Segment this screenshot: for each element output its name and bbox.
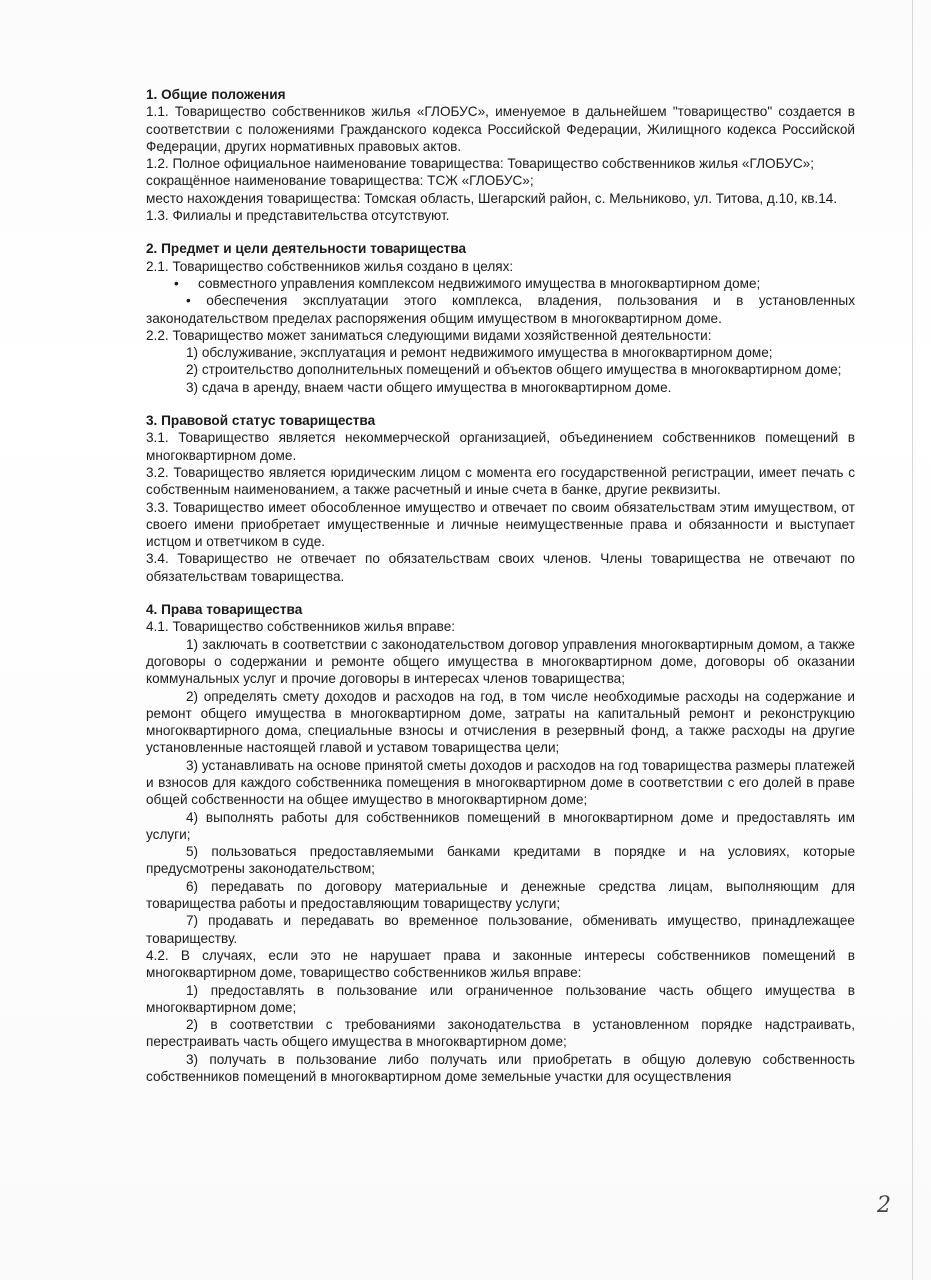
bullet-icon: • <box>186 293 191 309</box>
activity-item-1: 1) обслуживание, эксплуатация и ремонт недвижимого имущества в многоквартирном доме; <box>186 345 773 361</box>
conditional-right-item-3: 3) получать в пользование либо получать или приобретать в общую долевую собственность собственников помещений в многоквартирном доме земельные участки для осуществления <box>146 1051 855 1085</box>
paragraph-location: место нахождения товарищества: Томская область, Шегарский район, с. Мельниково, ул. Титова, д.10, кв.14. <box>146 190 838 206</box>
paragraph-3-3: 3.3. Товарищество имеет обособленное имущество и отвечает по своим обязательствам этим имуществом, от своего имени приобретает имущественные и личные неимущественные права и обязанности и выступает истцом и ответчиком в суде. <box>146 499 855 550</box>
section-3-heading: 3. Правовой статус товарищества <box>146 413 376 429</box>
spacer <box>146 585 855 601</box>
section-1-heading: 1. Общие положения <box>146 87 286 102</box>
section-4-heading: 4. Права товарищества <box>146 602 303 618</box>
spacer <box>146 396 855 412</box>
spacer <box>146 224 855 240</box>
right-item-6: 6) передавать по договору материальные и денежные средства лицам, выполняющим для товарищества работы и предоставляющим товариществу услуги; <box>146 878 855 912</box>
paragraph-2-2: 2.2. Товарищество может заниматься следующими видами хозяйственной деятельности: <box>146 327 712 343</box>
right-item-5: 5) пользоваться предоставляемыми банками кредитами в порядке и на условиях, которые предусмотрены законодательством; <box>146 844 855 877</box>
right-item-2: 2) определять смету доходов и расходов на год, в том числе необходимые расходы на содержание и ремонт общего имущества в многоквартирном доме, затраты на капитальный ремонт и реконструкцию многоквартирного дома, специальные взносы и отчисления в резервный фонд, а также расходы на другие установленные настоящей главой и уставом товарищества цели; <box>146 688 855 756</box>
paragraph-1-3: 1.3. Филиалы и представительства отсутствуют. <box>146 208 450 224</box>
document-body <box>146 86 855 1085</box>
paragraph-4-2: 4.2. В случаях, если это не нарушает права и законные интересы собственников помещений в многоквартирном доме, товарищество собственников жилья вправе: <box>146 947 855 981</box>
paragraph-2-1: 2.1. Товарищество собственников жилья создано в целях: <box>146 258 514 274</box>
bullet-item-2 <box>146 292 855 327</box>
right-item-7: 7) продавать и передавать во временное пользование, обменивать имущество, принадлежащее товариществу. <box>146 913 855 946</box>
paragraph-3-4: 3.4. Товарищество не отвечает по обязательствам своих членов. Члены товарищества не отвечают по обязательствам товарищества. <box>146 551 855 584</box>
paragraph-1-2: 1.2. Полное официальное наименование товарищества: Товарищество собственников жилья «ГЛОБУС»; <box>146 156 814 172</box>
paragraph-3-2: 3.2. Товарищество является юридическим лицом с момента его государственной регистрации, имеет печать с собственным наименованием, а также расчетный и иные счета в банке, другие реквизиты. <box>146 464 855 498</box>
bullet-text-2: обеспечения эксплуатации этого комплекса, владения, пользования и в установленных законодательством пределах распоряжения общим имуществом в многоквартирном доме. <box>146 293 856 326</box>
paragraph-1-1: 1.1. Товарищество собственников жилья «ГЛОБУС», именуемое в дальнейшем "товарищество" создается в соответствии с положениями Гражданского кодекса Российской Федерации, Жилищного кодекса Российской Федерации, других нормативных правовых актов. <box>146 104 855 154</box>
page-number: 2 <box>877 1193 891 1218</box>
activity-item-2: 2) строительство дополнительных помещений и объектов общего имущества в многоквартирном доме; <box>186 362 842 378</box>
conditional-right-item-2: 2) в соответствии с требованиями законодательства в установленном порядке надстраивать, перестраивать часть общего имущества в многоквартирном доме; <box>146 1017 855 1050</box>
activity-item-3: 3) сдача в аренду, внаем части общего имущества в многоквартирном доме. <box>186 379 672 395</box>
paragraph-4-1: 4.1. Товарищество собственников жилья вправе: <box>146 619 456 635</box>
paragraph-short-name: сокращённое наименование товарищества: ТСЖ «ГЛОБУС»; <box>146 173 534 189</box>
right-item-3: 3) устанавливать на основе принятой сметы доходов и расходов на год товарищества размеры платежей и взносов для каждого собственника помещения в многоквартирном доме в соответствии с его долей в праве общей собственности на общее имущество в многоквартирном доме; <box>146 757 855 808</box>
bullet-item-1 <box>146 275 855 292</box>
conditional-right-item-1: 1) предоставлять в пользование или ограниченное пользование часть общего имущества в многоквартирном доме; <box>146 982 855 1015</box>
paragraph-3-1: 3.1. Товарищество является некоммерческой организацией, объединением собственников помещений в многоквартирном доме. <box>146 430 855 463</box>
bullet-text-1: совместного управления комплексом недвижимого имущества в многоквартирном доме; <box>198 275 761 291</box>
section-2-heading: 2. Предмет и цели деятельности товарищества <box>146 241 467 257</box>
right-item-4: 4) выполнять работы для собственников помещений в многоквартирном доме и предоставлять им услуги; <box>146 809 855 842</box>
bullet-icon: • <box>174 275 179 291</box>
right-item-1: 1) заключать в соответствии с законодательством договор управления многоквартирным домом, а также договоры о содержании и ремонте общего имущества в многоквартирном доме, договоры об оказании коммунальных услуг и прочие договоры в интересах членов товарищества; <box>146 636 855 687</box>
